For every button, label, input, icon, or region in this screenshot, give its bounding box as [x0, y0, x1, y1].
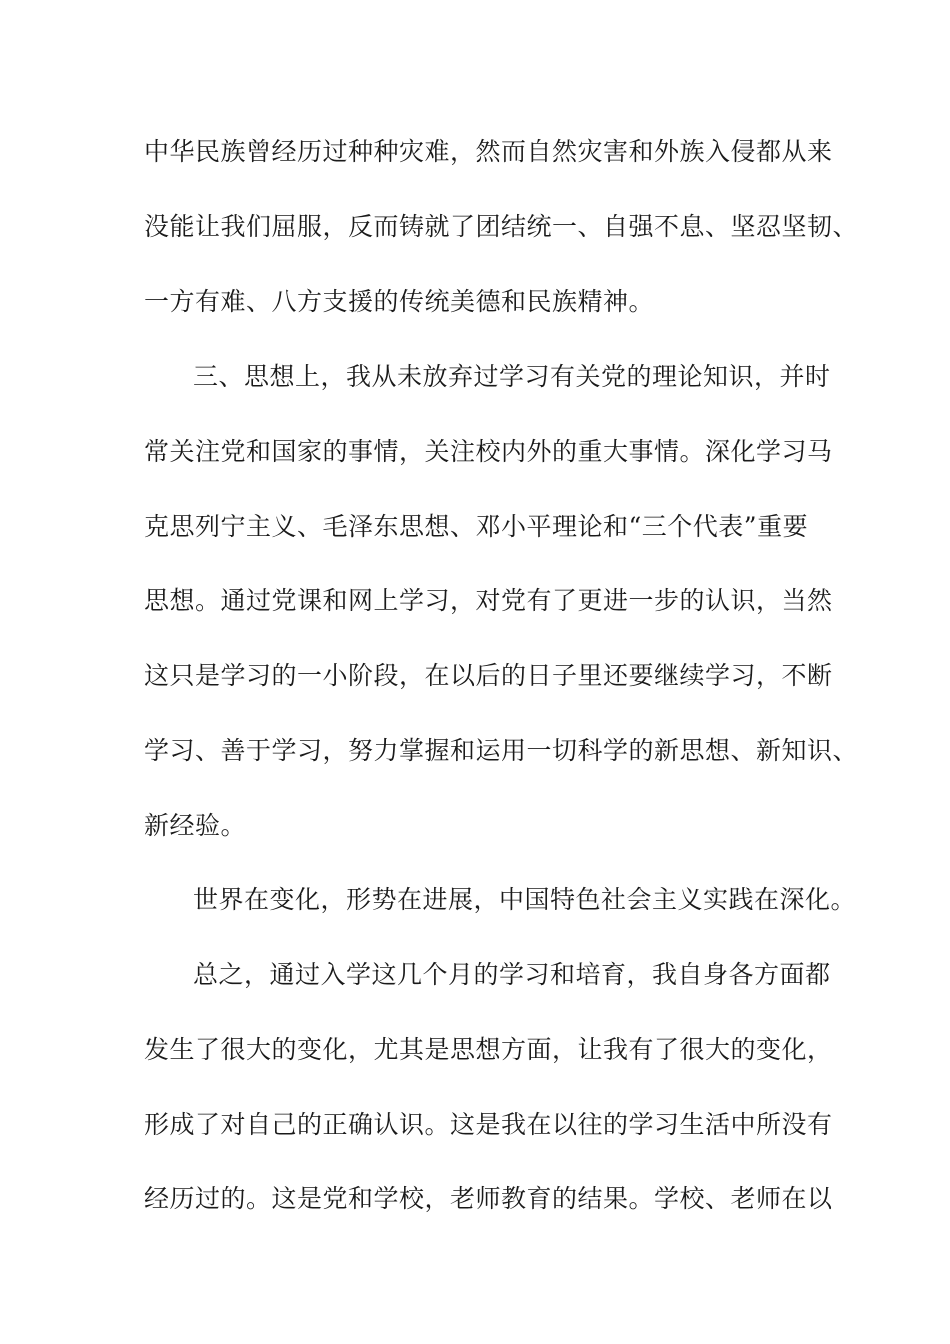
text-line: 一方有难、八方支援的传统美德和民族精神。: [144, 287, 655, 316]
text-line: 形成了对自己的正确认识。这是我在以往的学习生活中所没有: [144, 1110, 833, 1139]
paragraph-start-line: 世界在变化，形势在进展，中国特色社会主义实践在深化。: [193, 885, 857, 914]
text-line: 克思列宁主义、毛泽东思想、邓小平理论和“三个代表”重要: [144, 512, 809, 541]
text-line: 中华民族曾经历过种种灾难，然而自然灾害和外族入侵都从来: [144, 137, 833, 166]
text-line: 没能让我们屈服，反而铸就了团结统一、自强不息、坚忍坚韧、: [144, 212, 859, 241]
text-line: 这只是学习的一小阶段，在以后的日子里还要继续学习，不断: [144, 661, 833, 690]
text-line: 新经验。: [144, 811, 247, 840]
text-line: 常关注党和国家的事情，关注校内外的重大事情。深化学习马: [144, 437, 833, 466]
paragraph-start-line: 总之，通过入学这几个月的学习和培育，我自身各方面都: [193, 960, 831, 989]
text-line: 发生了很大的变化，尤其是思想方面，让我有了很大的变化，: [144, 1035, 833, 1064]
text-line: 经历过的。这是党和学校，老师教育的结果。学校、老师在以: [144, 1184, 833, 1213]
paragraph-start-line: 三、思想上，我从未放弃过学习有关党的理论知识，并时: [193, 362, 831, 391]
text-line: 学习、善于学习，努力掌握和运用一切科学的新思想、新知识、: [144, 736, 859, 765]
text-line: 思想。通过党课和网上学习，对党有了更进一步的认识，当然: [144, 586, 833, 615]
